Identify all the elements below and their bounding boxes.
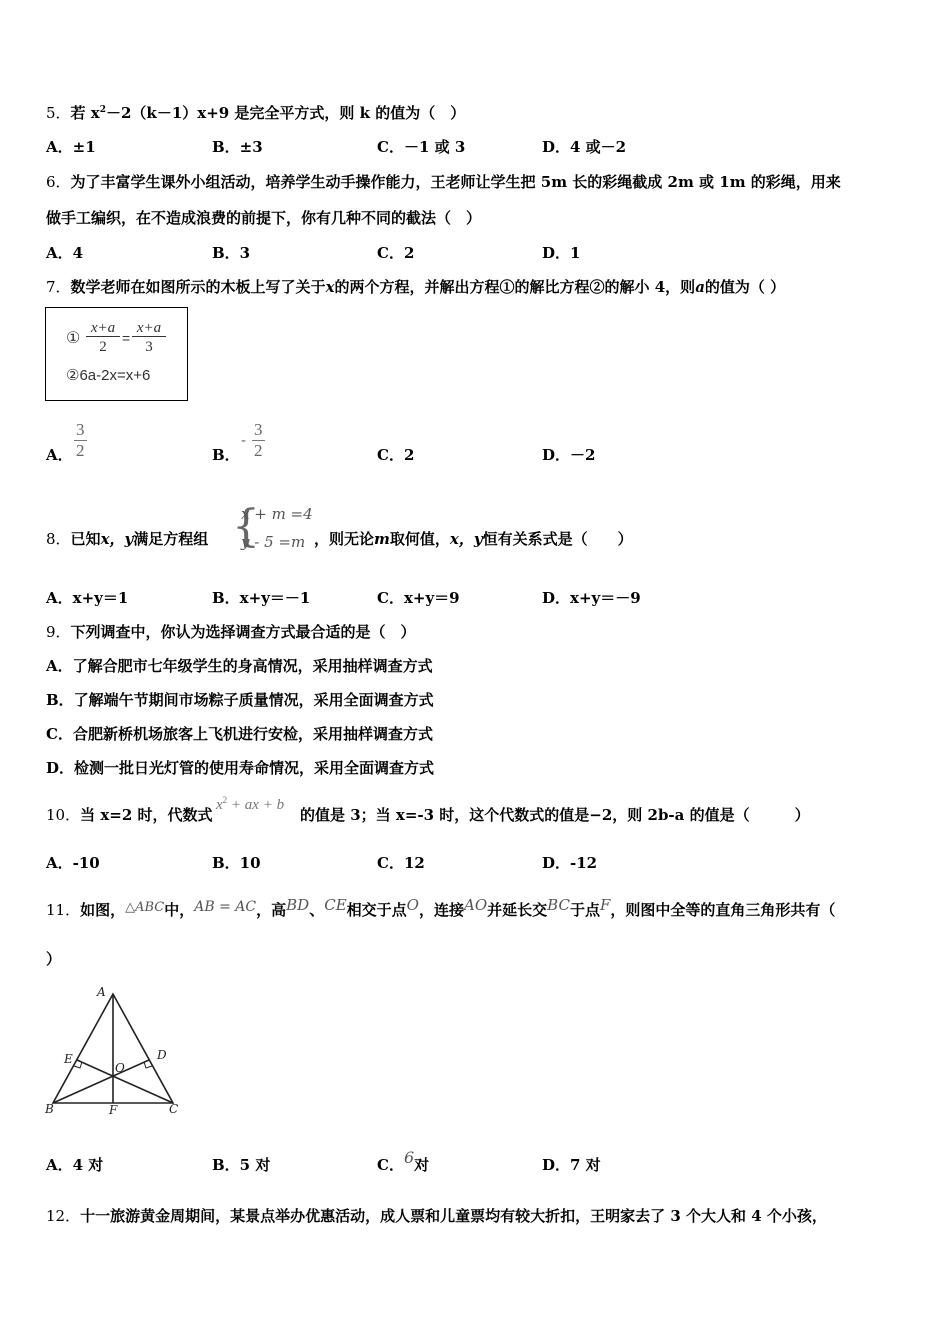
q10-text-b: 的值是 3；当 x=-3 时，这个代数式的值是−2，则 2b-a 的值是（ ） [300, 806, 810, 824]
q11-text-e: ，连接 [418, 901, 464, 919]
q11-text-b: 中， [164, 901, 195, 919]
q7-eq1-right-den: 3 [145, 339, 153, 355]
q6-option-a: A．4 [46, 244, 84, 262]
q6-option-c: C．2 [377, 244, 415, 262]
q11-option-c-num: 6 [403, 1148, 415, 1167]
q6-text-1: 为了丰富学生课外小组活动，培养学生动手操作能力，王老师让学生把 5m 长的彩绳截成 2m 或 1m 的彩绳，用来 [70, 173, 841, 191]
q8-option-c: C．x+y＝9 [377, 589, 460, 607]
q7-option-b-label: B． [212, 446, 240, 464]
q11-eq: AB = AC [194, 899, 257, 915]
label-e: E [64, 1052, 73, 1066]
label-b: B [45, 1102, 54, 1116]
q11-text-d: 相交于点 [346, 901, 407, 919]
q7-text-c: 的值为（ ） [704, 278, 786, 296]
q8-option-b: B．x+y＝－1 [212, 589, 311, 607]
q8-text-e: 恒有关系式是（ ） [482, 530, 633, 548]
altitude-bd [53, 1060, 149, 1103]
q12-number: 12． [46, 1207, 81, 1225]
q9-text: 下列调查中，你认为选择调查方式最合适的是（ ） [70, 623, 416, 641]
q11-sep: 、 [309, 901, 325, 919]
q7-option-a-den: 2 [76, 441, 85, 460]
q10-expr-base: x [216, 797, 223, 813]
q7-var-x: x [325, 278, 335, 296]
q5-option-b: B．±3 [212, 138, 263, 156]
q5-option-d: D．4 或－2 [542, 138, 627, 156]
q9-option-d: D．检测一批日光灯管的使用寿命情况，采用全面调查方式 [46, 759, 435, 777]
q11-ce: CE [324, 896, 347, 914]
q6-option-b: B．3 [212, 244, 251, 262]
q7-option-a-frac [74, 420, 87, 461]
q7-option-b-den: 2 [254, 441, 263, 460]
q7-eq2: ②6a-2x=x+6 [66, 367, 151, 384]
q11-number: 11． [46, 901, 81, 919]
q8-text-c: ，则无论 [314, 530, 375, 548]
q7-text-b: 的两个方程，并解出方程①的解比方程②的解小 4，则 [334, 278, 696, 296]
q11-option-a: A．4 对 [46, 1156, 104, 1174]
q7-text-a: 数学老师在如图所示的木板上写了关于 [70, 278, 326, 296]
q5-sup: 2 [99, 105, 106, 115]
q8-text-d: 取何值， [389, 530, 450, 548]
q11-triangle-figure [40, 980, 190, 1120]
q10-expression [216, 795, 284, 814]
q7-stem [46, 276, 785, 297]
q8-text-a: 已知 [70, 530, 101, 548]
label-f: F [109, 1103, 118, 1117]
q10-option-c: C．12 [377, 854, 425, 872]
q5-text-a: 若 x [70, 104, 100, 122]
q8-stem-part2 [314, 528, 633, 549]
q10-option-b: B．10 [212, 854, 261, 872]
q8-var-m: m [374, 530, 390, 548]
q7-option-a-label: A． [46, 446, 73, 464]
altitude-ce [77, 1060, 173, 1103]
q11-o: O [406, 896, 419, 914]
q9-option-c: C．合肥新桥机场旅客上飞机进行安检，采用抽样调查方式 [46, 725, 433, 743]
q11-stem-line2: ） [46, 950, 62, 968]
q7-eq1-left-den: 2 [99, 339, 107, 355]
q10-stem-part1 [46, 804, 213, 825]
q11-bc: BC [547, 896, 570, 914]
q10-option-d: D．-12 [542, 854, 598, 872]
q8-number: 8． [46, 530, 71, 548]
q11-option-d: D．7 对 [542, 1156, 601, 1174]
label-a: A [97, 985, 106, 999]
q8-vars2: x，y [449, 530, 483, 548]
q11-stem [46, 896, 836, 920]
q11-f: F [599, 896, 611, 914]
q6-stem-line2: 做手工编织，在不造成浪费的前提下，你有几种不同的截法（ ） [46, 209, 482, 227]
q5-option-a: A．±1 [46, 138, 96, 156]
q10-number: 10． [46, 806, 81, 824]
q8-sys-row1: x + m =4 [241, 505, 313, 523]
q7-var-a: a [695, 278, 705, 296]
q11-tri: △ABC [125, 900, 165, 915]
q11-text-g: 于点 [569, 901, 600, 919]
q10-text-a: 当 x=2 时，代数式 [80, 806, 213, 824]
q8-brace-icon: { [232, 501, 260, 552]
q10-expr-sup: 2 [222, 795, 228, 805]
q11-ao: AO [464, 896, 488, 914]
q8-text-b: 满足方程组 [133, 530, 209, 548]
q11-option-c-label: C． [377, 1156, 404, 1174]
q7-option-a-num: 3 [76, 420, 85, 439]
q12-text: 十一旅游黄金周期间，某景点举办优惠活动，成人票和儿童票均有较大折扣，王明家去了 3 个大人和 4 个小孩， [80, 1207, 827, 1225]
q8-equation-system [232, 502, 314, 556]
q9-option-b: B．了解端午节期间市场粽子质量情况，采用全面调查方式 [46, 691, 434, 709]
label-o: O [115, 1061, 125, 1075]
q9-option-a: A．了解合肥市七年级学生的身高情况，采用抽样调查方式 [46, 657, 433, 675]
q5-stem [46, 102, 465, 123]
q8-option-d: D．x+y＝－9 [542, 589, 641, 607]
q7-option-d: D．－2 [542, 446, 596, 464]
q7-option-b-num: 3 [254, 420, 263, 439]
q8-vars: x，y [100, 530, 134, 548]
q7-option-b-frac [252, 420, 265, 461]
q7-eq1-left-num: x+a [86, 320, 120, 337]
q7-eq1-label: ① [66, 330, 81, 347]
q5-text-b: －2（k－1）x+9 是完全平方式，则 k 的值为（ ） [105, 104, 466, 122]
label-c: C [169, 1102, 179, 1116]
q9-stem [46, 621, 416, 642]
q5-number: 5． [46, 104, 71, 122]
q6-option-d: D．1 [542, 244, 581, 262]
q6-stem-line1 [46, 171, 841, 192]
q11-text-a: 如图， [80, 901, 126, 919]
q7-board [45, 307, 188, 401]
q11-text-f: 并延长交 [487, 901, 548, 919]
q11-option-c [377, 1148, 430, 1175]
q11-option-c-unit: 对 [414, 1156, 430, 1174]
q6-number: 6． [46, 173, 71, 191]
q5-option-c: C．－1 或 3 [377, 138, 466, 156]
q8-sys-row2: y - 5 =m [241, 533, 306, 551]
q12-stem [46, 1205, 827, 1226]
q9-number: 9． [46, 623, 71, 641]
q11-option-b: B．5 对 [212, 1156, 271, 1174]
q11-bd: BD [286, 896, 310, 914]
q11-text-c: ，高 [256, 901, 287, 919]
q7-number: 7． [46, 278, 71, 296]
q10-expr-rest: + ax + b [227, 797, 285, 813]
q8-option-a: A．x+y＝1 [46, 589, 129, 607]
q7-option-c: C．2 [377, 446, 415, 464]
label-d: D [157, 1048, 167, 1062]
q7-eq1-right-num: x+a [132, 320, 166, 337]
q8-stem-part1 [46, 528, 208, 549]
q10-option-a: A．-10 [46, 854, 100, 872]
q7-eq1-equals: = [122, 330, 131, 346]
q7-option-b-sign: - [241, 431, 247, 449]
q11-text-h: ，则图中全等的直角三角形共有（ [610, 901, 836, 919]
